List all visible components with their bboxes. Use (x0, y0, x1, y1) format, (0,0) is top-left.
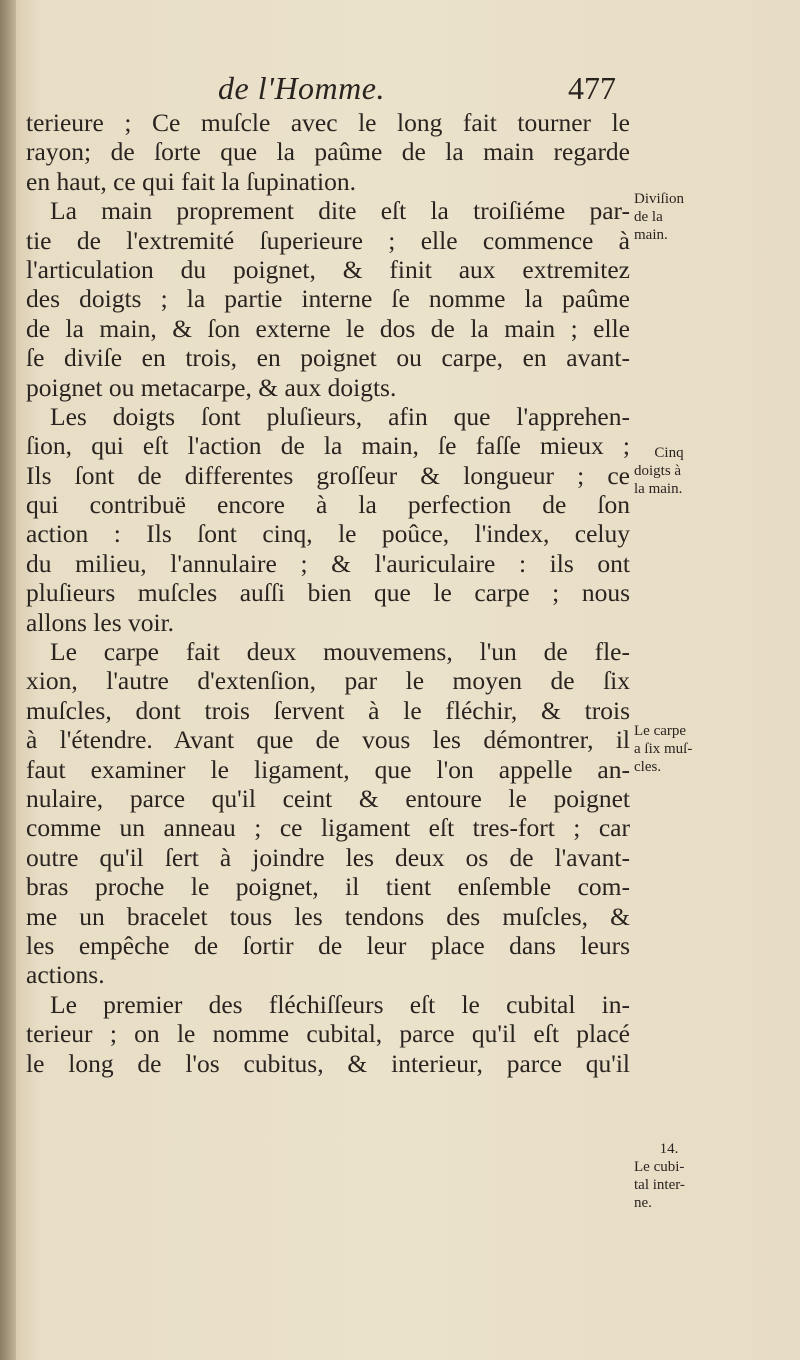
text-line: rayon; de ſorte que la paûme de la main regarde (26, 137, 630, 167)
page-number: 477 (568, 70, 616, 106)
margin-note-line: 14. (659, 1141, 679, 1157)
page-gutter (0, 0, 16, 1360)
text-line: me un bracelet tous les tendons des muſcles, & (26, 901, 630, 931)
margin-note-line: Cinq (654, 445, 684, 461)
margin-note-line: Le carpe (634, 723, 687, 739)
text-line: en haut, ce qui fait la ſupination. (26, 166, 356, 196)
margin-note-line: Le cubi- (634, 1159, 685, 1175)
text-line: de la main, & ſon externe le dos de la main ; elle (26, 313, 630, 343)
text-line: outre qu'il ſert à joindre les deux os de l'avant- (26, 842, 630, 872)
text-line: Ils ſont de differentes groſſeur & longueur ; ce (26, 460, 630, 490)
text-line: des doigts ; la partie interne ſe nomme la paûme (26, 284, 630, 314)
body-text (26, 108, 630, 1078)
text-line: qui contribuë encore à la perfection de ſon (26, 490, 630, 520)
text-line: Le premier des fléchiſſeurs eſt le cubital in- (50, 989, 630, 1019)
text-line: faut examiner le ligament, que l'on appelle an- (26, 754, 630, 784)
margin-note-line: cles. (634, 759, 662, 775)
text-line: action : Ils ſont cinq, le poûce, l'index, celuy (26, 519, 630, 549)
text-line: le long de l'os cubitus, & interieur, parce qu'il (26, 1048, 630, 1078)
margin-note-line: doigts à (634, 463, 682, 479)
margin-note-division (634, 190, 734, 244)
text-line: terieur ; on le nomme cubital, parce qu'il eſt placé (26, 1019, 630, 1049)
text-line: muſcles, dont trois ſervent à le fléchir, & trois (26, 695, 630, 725)
margin-note-line: tal inter- (634, 1177, 685, 1193)
text-line: l'articulation du poignet, & finit aux extremitez (26, 254, 630, 284)
margin-note-line: la main. (634, 481, 683, 497)
text-line: bras proche le poignet, il tient enſemble com- (26, 872, 630, 902)
text-line: ſe diviſe en trois, en poignet ou carpe, en avant- (26, 343, 630, 373)
text-line: xion, l'autre d'extenſion, par le moyen de ſix (26, 666, 630, 696)
text-line: allons les voir. (26, 607, 175, 637)
margin-note-line: Diviſion (634, 191, 685, 207)
text-line: tie de l'extremité ſuperieure ; elle commence à (26, 225, 630, 255)
text-line: du milieu, l'annulaire ; & l'auriculaire : ils ont (26, 548, 630, 578)
margin-note-line: de la (634, 209, 663, 225)
text-line: Le carpe fait deux mouvemens, l'un de fle- (50, 637, 630, 667)
text-line: pluſieurs muſcles auſſi bien que le carpe ; nous (26, 578, 630, 608)
text-line: ſion, qui eſt l'action de la main, ſe faſſe mieux ; (26, 431, 630, 461)
margin-note-cinq-doigts (634, 444, 734, 498)
running-head: de l'Homme. (218, 70, 385, 106)
text-line: les empêche de ſortir de leur place dans leurs (26, 930, 630, 960)
text-line: Les doigts ſont pluſieurs, afin que l'apprehen- (50, 401, 630, 431)
text-line: La main proprement dite eſt la troiſiéme par- (50, 196, 630, 226)
margin-note-line: ne. (634, 1195, 652, 1211)
margin-note-carpe (634, 722, 734, 776)
margin-note-line: a ſix muſ- (634, 741, 693, 757)
margin-note-cubital (634, 1140, 734, 1212)
text-line: comme un anneau ; ce ligament eſt tres-fort ; car (26, 813, 630, 843)
text-line: poignet ou metacarpe, & aux doigts. (26, 372, 397, 402)
text-line: actions. (26, 960, 105, 990)
text-line: nulaire, parce qu'il ceint & entoure le poignet (26, 783, 630, 813)
margin-note-line: main. (634, 227, 668, 243)
text-line: terieure ; Ce muſcle avec le long fait tourner le (26, 108, 630, 137)
text-line: à l'étendre. Avant que de vous les démontrer, il (26, 725, 630, 755)
